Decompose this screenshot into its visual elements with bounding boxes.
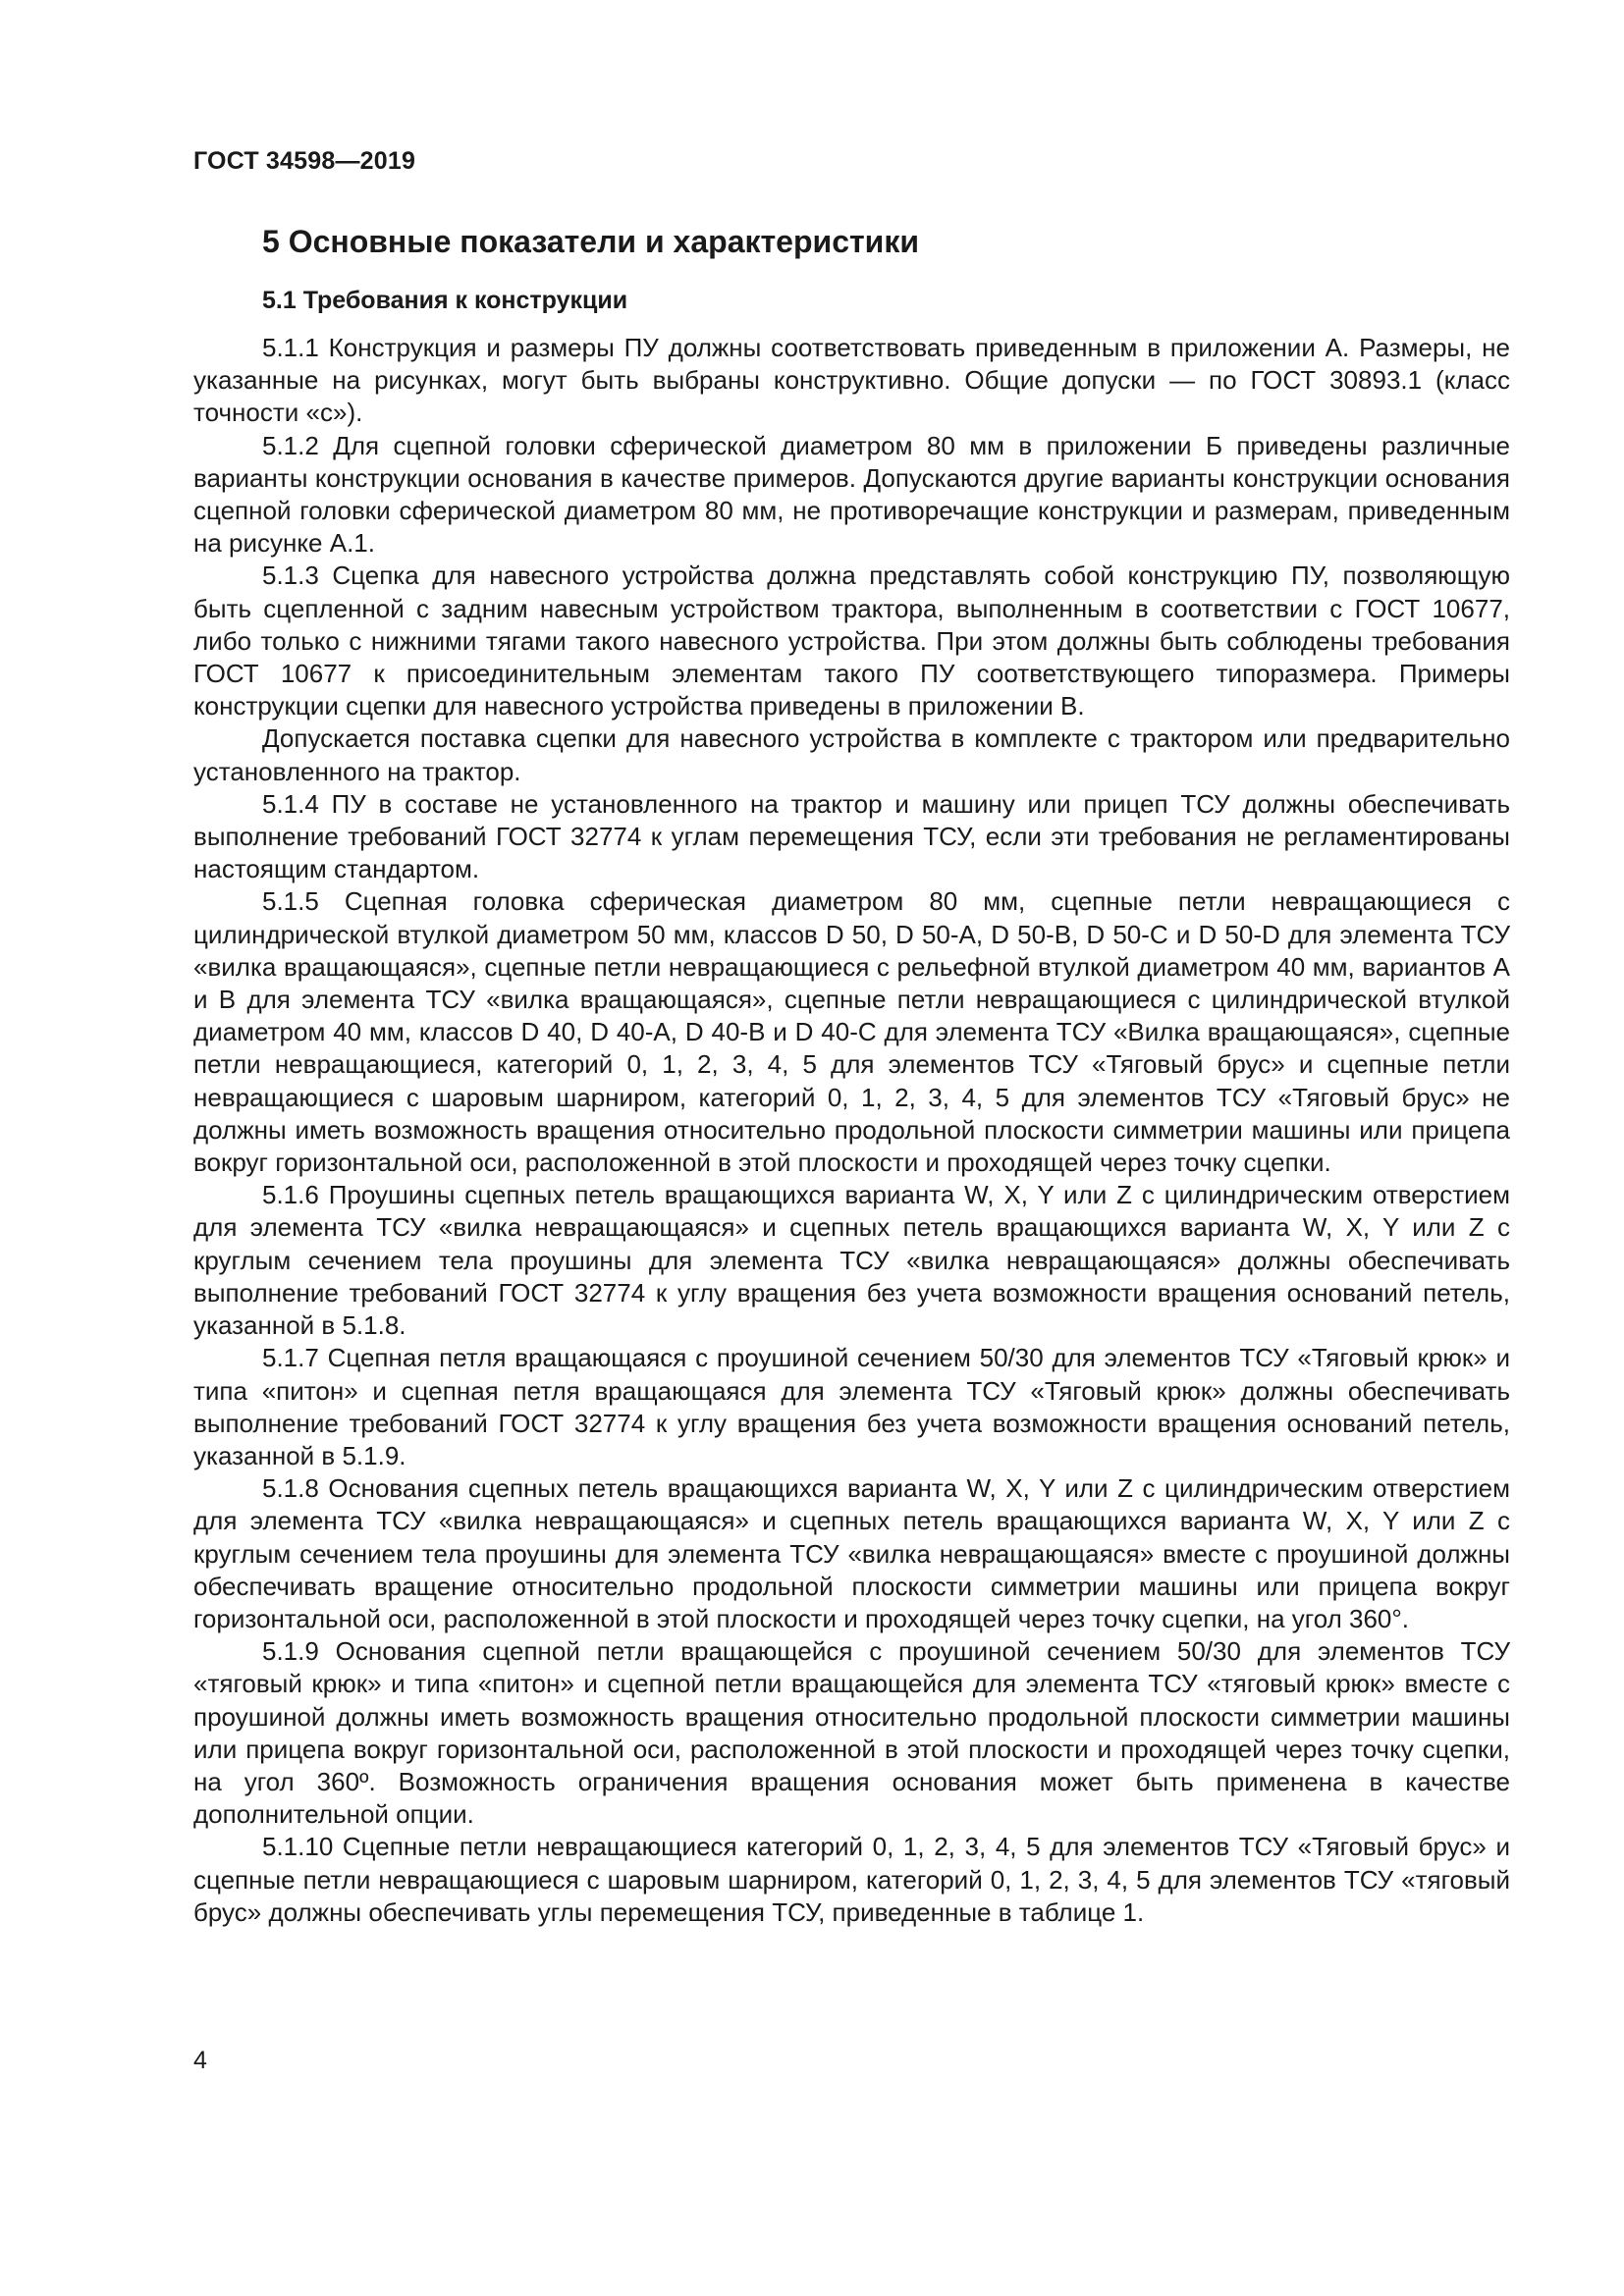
paragraph-5-1-4: 5.1.4 ПУ в составе не установленного на трактор и машину или прицеп ТСУ должны обеспечивать выполнение требований ГОСТ 32774 к углам перемещения ТСУ, если эти требования не регламентированы настоящим стандартом.	[193, 788, 1510, 884]
paragraph-5-1-7: 5.1.7 Сцепная петля вращающаяся с проушиной сечением 50/30 для элементов ТСУ «Тяговый крюк» и типа «питон» и сцепная петля вращающаяся для элемента ТСУ «Тяговый крюк» должны обеспечивать выполнение требований ГОСТ 32774 к углу вращения без учета возможности вращения оснований петель, указанной в 5.1.9.	[193, 1343, 1510, 1470]
paragraph-5-1-2: 5.1.2 Для сцепной головки сферической диаметром 80 мм в приложении Б приведены различные варианты конструкции основания в качестве примеров. Допускаются другие варианты конструкции основания сцепной головки сферической диаметром 80 мм, не противоречащие конструкции и размерам, приведенным на рисунке А.1.	[193, 430, 1510, 559]
standard-designation: ГОСТ 34598—2019	[193, 147, 416, 175]
paragraph-5-1-8: 5.1.8 Основания сцепных петель вращающихся варианта W, X, Y или Z с цилиндрическим отверстием для элемента ТСУ «вилка невращающаяся» и сцепных петель вращающихся варианта W, X, Y или Z с круглым сечением тела проушины для элемента ТСУ «вилка невращающаяся» вместе с проушиной должны обеспечивать вращение относительно продольной плоскости симметрии машины или прицепа вокруг горизонтальной оси, расположенной в этой плоскости и проходящей через точку сцепки, на угол 360°.	[193, 1473, 1510, 1633]
subsection-title: 5.1 Требования к конструкции	[262, 287, 628, 314]
section-title: 5 Основные показатели и характеристики	[262, 224, 920, 259]
paragraph-5-1-5: 5.1.5 Сцепная головка сферическая диаметром 80 мм, сцепные петли невращающиеся с цилиндрической втулкой диаметром 50 мм, классов D 50, D 50-A, D 50-B, D 50-C и D 50-D для элемента ТСУ «вилка вращающаяся», сцепные петли невращающиеся с рельефной втулкой диаметром 40 мм, вариантов А и В для элемента ТСУ «вилка вращающаяся», сцепные петли невращающиеся с цилиндрической втулкой диаметром 40 мм, классов D 40, D 40-A, D 40-B и D 40-C для элемента ТСУ «Вилка вращающаяся», сцепные петли невращающиеся, категорий 0, 1, 2, 3, 4, 5 для элементов ТСУ «Тяговый брус» и сцепные петли невращающиеся с шаровым шарниром, категорий 0, 1, 2, 3, 4, 5 для элементов ТСУ «Тяговый брус» не должны иметь возможность вращения относительно продольной плоскости симметрии машины или прицепа вокруг горизонтальной оси, расположенной в этой плоскости и проходящей через точку сцепки.	[193, 886, 1510, 1178]
page-number: 4	[193, 2047, 207, 2074]
paragraph-5-1-1: 5.1.1 Конструкция и размеры ПУ должны соответствовать приведенным в приложении А. Размеры, не указанные на рисунках, могут быть выбраны конструктивно. Общие допуски — по ГОСТ 30893.1 (класс точности «с»).	[193, 333, 1510, 428]
body-text	[193, 332, 1510, 1929]
paragraph-5-1-3: 5.1.3 Сцепка для навесного устройства должна представлять собой конструкцию ПУ, позволяющую быть сцепленной с задним навесным устройством трактора, выполненным в соответствии с ГОСТ 10677, либо только с нижними тягами такого навесного устройства. При этом должны быть соблюдены требования ГОСТ 10677 к присоединительным элементам такого ПУ соответствующего типоразмера. Примеры конструкции сцепки для навесного устройства приведены в приложении В.	[193, 561, 1510, 721]
paragraph-5-1-10: 5.1.10 Сцепные петли невращающиеся категорий 0, 1, 2, 3, 4, 5 для элементов ТСУ «Тяговый брус» и сцепные петли невращающиеся с шаровым шарниром, категорий 0, 1, 2, 3, 4, 5 для элементов ТСУ «тяговый брус» должны обеспечивать углы перемещения ТСУ, приведенные в таблице 1.	[193, 1832, 1510, 1927]
paragraph-5-1-6: 5.1.6 Проушины сцепных петель вращающихся варианта W, X, Y или Z с цилиндрическим отверстием для элемента ТСУ «вилка невращающаяся» и сцепных петель вращающихся варианта W, X, Y или Z с круглым сечением тела проушины для элемента ТСУ «вилка невращающаяся» должны обеспечивать выполнение требований ГОСТ 32774 к углу вращения без учета возможности вращения оснований петель, указанной в 5.1.8.	[193, 1180, 1510, 1341]
paragraph-5-1-9: 5.1.9 Основания сцепной петли вращающейся с проушиной сечением 50/30 для элементов ТСУ «тяговый крюк» и типа «питон» и сцепной петли вращающейся для элемента ТСУ «тяговый крюк» вместе с проушиной должны иметь возможность вращения относительно продольной плоскости симметрии машины или прицепа вокруг горизонтальной оси, расположенной в этой плоскости и проходящей через точку сцепки, на угол 360º. Возможность ограничения вращения основания может быть применена в качестве дополнительной опции.	[193, 1636, 1510, 1830]
paragraph-5-1-3-note: Допускается поставка сцепки для навесного устройства в комплекте с трактором или предварительно установленного на трактор.	[193, 723, 1510, 786]
